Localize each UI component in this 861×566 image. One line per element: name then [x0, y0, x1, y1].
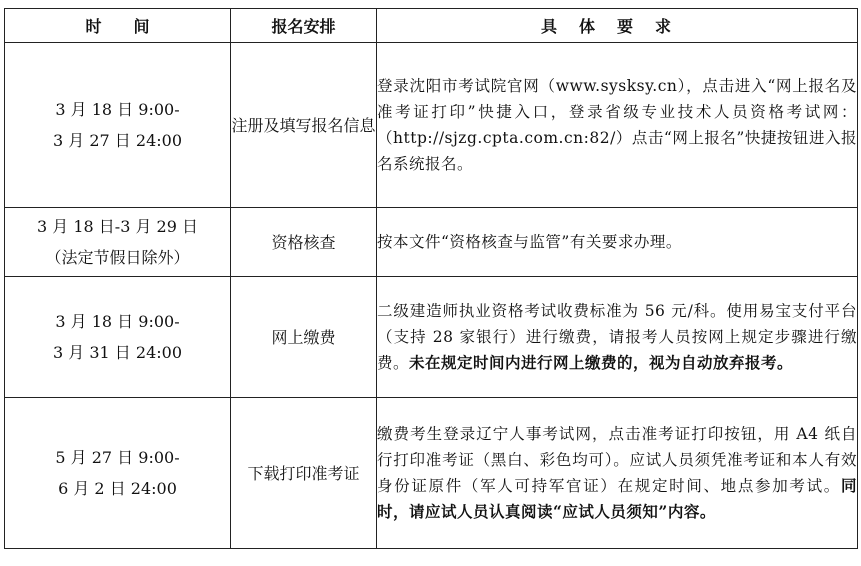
time-line: 3 月 27 日 24:00 [53, 131, 182, 150]
header-requirements: 具体要求 [377, 9, 858, 43]
time-line: 5 月 27 日 9:00- [55, 448, 180, 467]
item-cell: 注册及填写报名信息 [231, 43, 377, 208]
requirement-cell [377, 43, 858, 208]
table-row [5, 398, 858, 549]
time-cell [5, 208, 231, 277]
header-item: 报名安排 [231, 9, 377, 43]
time-cell [5, 43, 231, 208]
item-cell: 网上缴费 [231, 277, 377, 398]
requirement-bold-text: 同时，请应试人员认真阅读“应试人员须知”内容。 [377, 476, 857, 521]
requirement-cell [377, 277, 858, 398]
time-line: 3 月 18 日 9:00- [55, 100, 180, 119]
time-line: 3 月 18 日 9:00- [55, 312, 180, 331]
time-line: 3 月 31 日 24:00 [53, 343, 182, 362]
table-header-row [5, 9, 858, 43]
time-cell [5, 398, 231, 549]
requirement-cell [377, 398, 858, 549]
requirement-text: 缴费考生登录辽宁人事考试网，点击准考证打印按钮，用 A4 纸自行打印准考证（黑白、彩色均可）。应试人员须凭准考证和本人有效身份证原件（军人可持军官证）在规定时间、地点参加考试。 [377, 425, 857, 495]
schedule-table [4, 8, 858, 549]
table-row [5, 277, 858, 398]
time-line: 6 月 2 日 24:00 [58, 479, 177, 498]
requirement-text: 登录沈阳市考试院官网（www.sysksy.cn），点击进入“网上报名及准考证打印”快捷入口，登录省级专业技术人员资格考试网：（http://sjzg.cpta.com.cn:82/）点击“网上报名”快捷按钮进入报名系统报名。 [377, 77, 857, 173]
table-row [5, 208, 858, 277]
time-line: 3 月 18 日-3 月 29 日 [36, 217, 198, 236]
item-cell: 资格核查 [231, 208, 377, 277]
table-row [5, 43, 858, 208]
requirement-bold-text: 未在规定时间内进行网上缴费的，视为自动放弃报考。 [409, 353, 794, 372]
requirement-cell [377, 208, 858, 277]
item-cell: 下载打印准考证 [231, 398, 377, 549]
time-cell [5, 277, 231, 398]
requirement-text: 二级建造师执业资格考试收费标准为 56 元/科。使用易宝支付平台（支持 28 家银行）进行缴费，请报考人员按网上规定步骤进行缴费。 [377, 302, 857, 372]
requirement-text: 按本文件“资格核查与监管”有关要求办理。 [377, 233, 682, 251]
header-time: 时 间 [5, 9, 231, 43]
time-line: （法定节假日除外） [45, 248, 190, 267]
